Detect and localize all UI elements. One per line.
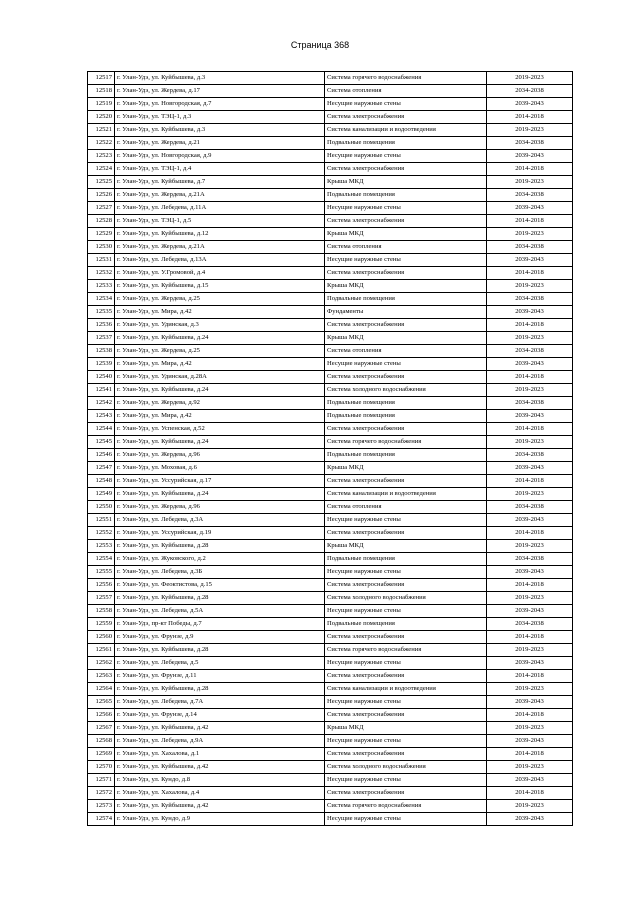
table-row bbox=[88, 462, 573, 475]
work-type-cell: Крыша МКД bbox=[325, 228, 487, 241]
period-cell: 2034-2038 bbox=[487, 501, 573, 514]
row-number-cell: 12542 bbox=[88, 397, 115, 410]
work-type-cell: Система отопления bbox=[325, 85, 487, 98]
period-cell: 2019-2023 bbox=[487, 722, 573, 735]
period-cell: 2019-2023 bbox=[487, 488, 573, 501]
period-cell: 2039-2043 bbox=[487, 735, 573, 748]
address-cell: г. Улан-Удэ, ул. Хахалова, д.1 bbox=[115, 748, 325, 761]
address-cell: г. Улан-Удэ, ул. Жердева, д.92 bbox=[115, 397, 325, 410]
address-cell: г. Улан-Удэ, ул. Лебедева, д.11А bbox=[115, 202, 325, 215]
address-cell: г. Улан-Удэ, пр-кт Победы, д.7 bbox=[115, 618, 325, 631]
period-cell: 2034-2038 bbox=[487, 293, 573, 306]
row-number-cell: 12555 bbox=[88, 566, 115, 579]
period-cell: 2014-2018 bbox=[487, 787, 573, 800]
table-row bbox=[88, 306, 573, 319]
work-type-cell: Система канализации и водоотведения bbox=[325, 683, 487, 696]
address-cell: г. Улан-Удэ, ул. Лебедева, д.5 bbox=[115, 657, 325, 670]
row-number-cell: 12553 bbox=[88, 540, 115, 553]
work-type-cell: Несущие наружные стены bbox=[325, 202, 487, 215]
table-row bbox=[88, 150, 573, 163]
row-number-cell: 12560 bbox=[88, 631, 115, 644]
work-type-cell: Система холодного водоснабжения bbox=[325, 384, 487, 397]
table-row bbox=[88, 397, 573, 410]
period-cell: 2019-2023 bbox=[487, 800, 573, 813]
table-row bbox=[88, 228, 573, 241]
work-type-cell: Фундаменты bbox=[325, 306, 487, 319]
row-number-cell: 12522 bbox=[88, 137, 115, 150]
table-row bbox=[88, 592, 573, 605]
address-cell: г. Улан-Удэ, ул. Куйбышева, д.42 bbox=[115, 800, 325, 813]
period-cell: 2034-2038 bbox=[487, 189, 573, 202]
row-number-cell: 12566 bbox=[88, 709, 115, 722]
work-type-cell: Подвальные помещения bbox=[325, 189, 487, 202]
address-cell: г. Улан-Удэ, ул. Куйбышева, д.7 bbox=[115, 176, 325, 189]
address-cell: г. Улан-Удэ, ул. Куйбышева, д.42 bbox=[115, 722, 325, 735]
work-type-cell: Подвальные помещения bbox=[325, 293, 487, 306]
table-row bbox=[88, 579, 573, 592]
address-cell: г. Улан-Удэ, ул. Жердева, д.25 bbox=[115, 293, 325, 306]
address-cell: г. Улан-Удэ, ул. Куйбышева, д.28 bbox=[115, 540, 325, 553]
address-cell: г. Улан-Удэ, ул. У.Громовой, д.4 bbox=[115, 267, 325, 280]
period-cell: 2014-2018 bbox=[487, 527, 573, 540]
table-row bbox=[88, 293, 573, 306]
row-number-cell: 12536 bbox=[88, 319, 115, 332]
work-type-cell: Система электроснабжения bbox=[325, 709, 487, 722]
period-cell: 2014-2018 bbox=[487, 215, 573, 228]
period-cell: 2019-2023 bbox=[487, 761, 573, 774]
row-number-cell: 12519 bbox=[88, 98, 115, 111]
table-row bbox=[88, 618, 573, 631]
period-cell: 2039-2043 bbox=[487, 514, 573, 527]
table-row bbox=[88, 345, 573, 358]
work-type-cell: Несущие наружные стены bbox=[325, 774, 487, 787]
period-cell: 2014-2018 bbox=[487, 111, 573, 124]
table-row bbox=[88, 280, 573, 293]
period-cell: 2039-2043 bbox=[487, 202, 573, 215]
address-cell: г. Улан-Удэ, ул. Хахалова, д.4 bbox=[115, 787, 325, 800]
work-type-cell: Несущие наружные стены bbox=[325, 98, 487, 111]
row-number-cell: 12518 bbox=[88, 85, 115, 98]
table-row bbox=[88, 475, 573, 488]
table-row bbox=[88, 540, 573, 553]
row-number-cell: 12563 bbox=[88, 670, 115, 683]
work-type-cell: Система электроснабжения bbox=[325, 527, 487, 540]
table-row bbox=[88, 371, 573, 384]
address-cell: г. Улан-Удэ, ул. Куйбышева, д.24 bbox=[115, 488, 325, 501]
work-type-cell: Система канализации и водоотведения bbox=[325, 488, 487, 501]
row-number-cell: 12564 bbox=[88, 683, 115, 696]
address-cell: г. Улан-Удэ, ул. Куйбышева, д.24 bbox=[115, 436, 325, 449]
work-type-cell: Система электроснабжения bbox=[325, 111, 487, 124]
work-type-cell: Система электроснабжения bbox=[325, 670, 487, 683]
address-cell: г. Улан-Удэ, ул. Жердева, д.96 bbox=[115, 501, 325, 514]
work-type-cell: Крыша МКД bbox=[325, 722, 487, 735]
table-row bbox=[88, 423, 573, 436]
row-number-cell: 12558 bbox=[88, 605, 115, 618]
work-type-cell: Система электроснабжения bbox=[325, 163, 487, 176]
address-cell: г. Улан-Удэ, ул. Моховая, д.6 bbox=[115, 462, 325, 475]
table-row bbox=[88, 137, 573, 150]
work-type-cell: Система электроснабжения bbox=[325, 631, 487, 644]
work-type-cell: Подвальные помещения bbox=[325, 553, 487, 566]
work-type-cell: Подвальные помещения bbox=[325, 618, 487, 631]
address-cell: г. Улан-Удэ, ул. Куйбышева, д.28 bbox=[115, 683, 325, 696]
table-row bbox=[88, 566, 573, 579]
row-number-cell: 12523 bbox=[88, 150, 115, 163]
period-cell: 2039-2043 bbox=[487, 566, 573, 579]
address-cell: г. Улан-Удэ, ул. Успенская, д.52 bbox=[115, 423, 325, 436]
address-cell: г. Улан-Удэ, ул. Жердева, д.21А bbox=[115, 241, 325, 254]
row-number-cell: 12541 bbox=[88, 384, 115, 397]
table-row bbox=[88, 514, 573, 527]
work-type-cell: Система холодного водоснабжения bbox=[325, 761, 487, 774]
work-type-cell: Система электроснабжения bbox=[325, 319, 487, 332]
period-cell: 2019-2023 bbox=[487, 124, 573, 137]
table-row bbox=[88, 358, 573, 371]
period-cell: 2019-2023 bbox=[487, 644, 573, 657]
address-cell: г. Улан-Удэ, ул. Лебедева, д.3Б bbox=[115, 566, 325, 579]
address-cell: г. Улан-Удэ, ул. Феоктистова, д.15 bbox=[115, 579, 325, 592]
address-cell: г. Улан-Удэ, ул. Жердева, д.96 bbox=[115, 449, 325, 462]
table-row bbox=[88, 163, 573, 176]
work-type-cell: Подвальные помещения bbox=[325, 410, 487, 423]
table-row bbox=[88, 124, 573, 137]
row-number-cell: 12544 bbox=[88, 423, 115, 436]
address-cell: г. Улан-Удэ, ул. Фрунзе, д.14 bbox=[115, 709, 325, 722]
work-type-cell: Несущие наружные стены bbox=[325, 514, 487, 527]
period-cell: 2019-2023 bbox=[487, 592, 573, 605]
page-title: Страница 368 bbox=[290, 40, 350, 50]
row-number-cell: 12571 bbox=[88, 774, 115, 787]
table-row bbox=[88, 449, 573, 462]
table-row bbox=[88, 72, 573, 85]
table-row bbox=[88, 787, 573, 800]
table-row bbox=[88, 605, 573, 618]
address-cell: г. Улан-Удэ, ул. Лебедева, д.13А bbox=[115, 254, 325, 267]
work-type-cell: Система горячего водоснабжения bbox=[325, 644, 487, 657]
period-cell: 2014-2018 bbox=[487, 267, 573, 280]
row-number-cell: 12554 bbox=[88, 553, 115, 566]
period-cell: 2014-2018 bbox=[487, 670, 573, 683]
row-number-cell: 12549 bbox=[88, 488, 115, 501]
period-cell: 2039-2043 bbox=[487, 306, 573, 319]
address-cell: г. Улан-Удэ, ул. Новгородская, д.9 bbox=[115, 150, 325, 163]
period-cell: 2034-2038 bbox=[487, 137, 573, 150]
address-cell: г. Улан-Удэ, ул. Жердева, д.21А bbox=[115, 189, 325, 202]
work-type-cell: Система электроснабжения bbox=[325, 423, 487, 436]
row-number-cell: 12562 bbox=[88, 657, 115, 670]
row-number-cell: 12521 bbox=[88, 124, 115, 137]
period-cell: 2019-2023 bbox=[487, 332, 573, 345]
period-cell: 2039-2043 bbox=[487, 358, 573, 371]
address-cell: г. Улан-Удэ, ул. Куйбышева, д.15 bbox=[115, 280, 325, 293]
period-cell: 2014-2018 bbox=[487, 163, 573, 176]
table-row bbox=[88, 267, 573, 280]
period-cell: 2039-2043 bbox=[487, 150, 573, 163]
work-type-cell: Крыша МКД bbox=[325, 462, 487, 475]
period-cell: 2039-2043 bbox=[487, 813, 573, 826]
table-row bbox=[88, 85, 573, 98]
work-type-cell: Система электроснабжения bbox=[325, 787, 487, 800]
row-number-cell: 12561 bbox=[88, 644, 115, 657]
row-number-cell: 12531 bbox=[88, 254, 115, 267]
work-type-cell: Несущие наружные стены bbox=[325, 657, 487, 670]
address-cell: г. Улан-Удэ, ул. Мира, д.42 bbox=[115, 306, 325, 319]
work-type-cell: Крыша МКД bbox=[325, 332, 487, 345]
period-cell: 2034-2038 bbox=[487, 345, 573, 358]
work-type-cell: Система горячего водоснабжения bbox=[325, 72, 487, 85]
period-cell: 2019-2023 bbox=[487, 176, 573, 189]
row-number-cell: 12534 bbox=[88, 293, 115, 306]
row-number-cell: 12520 bbox=[88, 111, 115, 124]
address-cell: г. Улан-Удэ, ул. Лебедева, д.7А bbox=[115, 696, 325, 709]
table-row bbox=[88, 800, 573, 813]
address-cell: г. Улан-Удэ, ул. Куйбышева, д.24 bbox=[115, 384, 325, 397]
period-cell: 2034-2038 bbox=[487, 618, 573, 631]
row-number-cell: 12525 bbox=[88, 176, 115, 189]
address-cell: г. Улан-Удэ, ул. Куйбышева, д.3 bbox=[115, 124, 325, 137]
period-cell: 2039-2043 bbox=[487, 774, 573, 787]
address-cell: г. Улан-Удэ, ул. ТЭЦ-1, д.5 bbox=[115, 215, 325, 228]
row-number-cell: 12567 bbox=[88, 722, 115, 735]
table-row bbox=[88, 709, 573, 722]
table-row bbox=[88, 631, 573, 644]
row-number-cell: 12547 bbox=[88, 462, 115, 475]
address-cell: г. Улан-Удэ, ул. Фрунзе, д.11 bbox=[115, 670, 325, 683]
period-cell: 2039-2043 bbox=[487, 657, 573, 670]
row-number-cell: 12517 bbox=[88, 72, 115, 85]
table-row bbox=[88, 501, 573, 514]
row-number-cell: 12551 bbox=[88, 514, 115, 527]
row-number-cell: 12528 bbox=[88, 215, 115, 228]
table-row bbox=[88, 813, 573, 826]
address-cell: г. Улан-Удэ, ул. Фрунзе, д.9 bbox=[115, 631, 325, 644]
work-type-cell: Система электроснабжения bbox=[325, 475, 487, 488]
period-cell: 2039-2043 bbox=[487, 696, 573, 709]
period-cell: 2034-2038 bbox=[487, 85, 573, 98]
table-row bbox=[88, 410, 573, 423]
work-type-cell: Крыша МКД bbox=[325, 176, 487, 189]
work-type-cell: Подвальные помещения bbox=[325, 397, 487, 410]
period-cell: 2014-2018 bbox=[487, 631, 573, 644]
work-type-cell: Несущие наружные стены bbox=[325, 696, 487, 709]
table-row bbox=[88, 241, 573, 254]
period-cell: 2034-2038 bbox=[487, 553, 573, 566]
period-cell: 2039-2043 bbox=[487, 98, 573, 111]
table-row bbox=[88, 176, 573, 189]
work-type-cell: Несущие наружные стены bbox=[325, 605, 487, 618]
address-cell: г. Улан-Удэ, ул. Жердева, д.25 bbox=[115, 345, 325, 358]
work-type-cell: Система канализации и водоотведения bbox=[325, 124, 487, 137]
table-row bbox=[88, 670, 573, 683]
address-cell: г. Улан-Удэ, ул. ТЭЦ-1, д.4 bbox=[115, 163, 325, 176]
row-number-cell: 12552 bbox=[88, 527, 115, 540]
period-cell: 2014-2018 bbox=[487, 319, 573, 332]
row-number-cell: 12550 bbox=[88, 501, 115, 514]
work-type-cell: Система электроснабжения bbox=[325, 267, 487, 280]
table-row bbox=[88, 202, 573, 215]
work-type-cell: Система горячего водоснабжения bbox=[325, 800, 487, 813]
work-type-cell: Несущие наружные стены bbox=[325, 254, 487, 267]
row-number-cell: 12572 bbox=[88, 787, 115, 800]
row-number-cell: 12527 bbox=[88, 202, 115, 215]
work-type-cell: Подвальные помещения bbox=[325, 449, 487, 462]
table-row bbox=[88, 553, 573, 566]
work-type-cell: Несущие наружные стены bbox=[325, 566, 487, 579]
address-cell: г. Улан-Удэ, ул. Кундо, д.9 bbox=[115, 813, 325, 826]
row-number-cell: 12535 bbox=[88, 306, 115, 319]
period-cell: 2034-2038 bbox=[487, 241, 573, 254]
period-cell: 2039-2043 bbox=[487, 605, 573, 618]
table-row bbox=[88, 527, 573, 540]
row-number-cell: 12537 bbox=[88, 332, 115, 345]
address-cell: г. Улан-Удэ, ул. Лебедева, д.5А bbox=[115, 605, 325, 618]
period-cell: 2039-2043 bbox=[487, 462, 573, 475]
table-row bbox=[88, 657, 573, 670]
row-number-cell: 12545 bbox=[88, 436, 115, 449]
address-cell: г. Улан-Удэ, ул. Кундо, д.8 bbox=[115, 774, 325, 787]
address-cell: г. Улан-Удэ, ул. Уссурийская, д.19 bbox=[115, 527, 325, 540]
row-number-cell: 12529 bbox=[88, 228, 115, 241]
work-type-cell: Несущие наружные стены bbox=[325, 735, 487, 748]
period-cell: 2019-2023 bbox=[487, 540, 573, 553]
address-cell: г. Улан-Удэ, ул. Лебедева, д.9А bbox=[115, 735, 325, 748]
table-row bbox=[88, 332, 573, 345]
work-type-cell: Крыша МКД bbox=[325, 280, 487, 293]
period-cell: 2014-2018 bbox=[487, 423, 573, 436]
address-cell: г. Улан-Удэ, ул. Уссурийская, д.17 bbox=[115, 475, 325, 488]
row-number-cell: 12570 bbox=[88, 761, 115, 774]
work-type-cell: Крыша МКД bbox=[325, 540, 487, 553]
table-row bbox=[88, 761, 573, 774]
address-cell: г. Улан-Удэ, ул. ТЭЦ-1, д.3 bbox=[115, 111, 325, 124]
work-type-cell: Система электроснабжения bbox=[325, 579, 487, 592]
row-number-cell: 12540 bbox=[88, 371, 115, 384]
row-number-cell: 12530 bbox=[88, 241, 115, 254]
work-type-cell: Система электроснабжения bbox=[325, 748, 487, 761]
work-type-cell: Система отопления bbox=[325, 501, 487, 514]
row-number-cell: 12559 bbox=[88, 618, 115, 631]
table-body bbox=[88, 72, 573, 826]
row-number-cell: 12568 bbox=[88, 735, 115, 748]
period-cell: 2019-2023 bbox=[487, 72, 573, 85]
period-cell: 2019-2023 bbox=[487, 436, 573, 449]
period-cell: 2034-2038 bbox=[487, 397, 573, 410]
table-row bbox=[88, 722, 573, 735]
table-row bbox=[88, 644, 573, 657]
address-cell: г. Улан-Удэ, ул. Мира, д.42 bbox=[115, 358, 325, 371]
address-cell: г. Улан-Удэ, ул. Куйбышева, д.42 bbox=[115, 761, 325, 774]
table-row bbox=[88, 111, 573, 124]
row-number-cell: 12569 bbox=[88, 748, 115, 761]
address-cell: г. Улан-Удэ, ул. Удинская, д.28А bbox=[115, 371, 325, 384]
row-number-cell: 12573 bbox=[88, 800, 115, 813]
period-cell: 2039-2043 bbox=[487, 410, 573, 423]
row-number-cell: 12539 bbox=[88, 358, 115, 371]
period-cell: 2014-2018 bbox=[487, 748, 573, 761]
work-type-cell: Система горячего водоснабжения bbox=[325, 436, 487, 449]
table-row bbox=[88, 254, 573, 267]
address-cell: г. Улан-Удэ, ул. Лебедева, д.3А bbox=[115, 514, 325, 527]
work-type-cell: Система электроснабжения bbox=[325, 371, 487, 384]
row-number-cell: 12538 bbox=[88, 345, 115, 358]
address-cell: г. Улан-Удэ, ул. Куйбышева, д.12 bbox=[115, 228, 325, 241]
table-row bbox=[88, 319, 573, 332]
period-cell: 2019-2023 bbox=[487, 683, 573, 696]
row-number-cell: 12556 bbox=[88, 579, 115, 592]
work-type-cell: Система электроснабжения bbox=[325, 215, 487, 228]
address-cell: г. Улан-Удэ, ул. Новгородская, д.7 bbox=[115, 98, 325, 111]
row-number-cell: 12548 bbox=[88, 475, 115, 488]
address-cell: г. Улан-Удэ, ул. Жуковского, д.2 bbox=[115, 553, 325, 566]
table-row bbox=[88, 735, 573, 748]
row-number-cell: 12543 bbox=[88, 410, 115, 423]
row-number-cell: 12557 bbox=[88, 592, 115, 605]
address-cell: г. Улан-Удэ, ул. Удинская, д.3 bbox=[115, 319, 325, 332]
table-row bbox=[88, 683, 573, 696]
address-cell: г. Улан-Удэ, ул. Куйбышева, д.28 bbox=[115, 644, 325, 657]
row-number-cell: 12546 bbox=[88, 449, 115, 462]
row-number-cell: 12533 bbox=[88, 280, 115, 293]
table-row bbox=[88, 384, 573, 397]
work-type-cell: Несущие наружные стены bbox=[325, 813, 487, 826]
row-number-cell: 12565 bbox=[88, 696, 115, 709]
row-number-cell: 12526 bbox=[88, 189, 115, 202]
period-cell: 2014-2018 bbox=[487, 709, 573, 722]
address-cell: г. Улан-Удэ, ул. Мира, д.42 bbox=[115, 410, 325, 423]
row-number-cell: 12532 bbox=[88, 267, 115, 280]
period-cell: 2014-2018 bbox=[487, 475, 573, 488]
period-cell: 2039-2043 bbox=[487, 254, 573, 267]
work-type-cell: Несущие наружные стены bbox=[325, 358, 487, 371]
table-row bbox=[88, 488, 573, 501]
work-type-cell: Несущие наружные стены bbox=[325, 150, 487, 163]
period-cell: 2014-2018 bbox=[487, 371, 573, 384]
row-number-cell: 12524 bbox=[88, 163, 115, 176]
period-cell: 2034-2038 bbox=[487, 449, 573, 462]
table-row bbox=[88, 696, 573, 709]
work-type-cell: Система отопления bbox=[325, 345, 487, 358]
work-type-cell: Система отопления bbox=[325, 241, 487, 254]
address-cell: г. Улан-Удэ, ул. Куйбышева, д.3 bbox=[115, 72, 325, 85]
table-row bbox=[88, 215, 573, 228]
table-row bbox=[88, 774, 573, 787]
table-row bbox=[88, 436, 573, 449]
table-row bbox=[88, 748, 573, 761]
address-cell: г. Улан-Удэ, ул. Куйбышева, д.24 bbox=[115, 332, 325, 345]
period-cell: 2019-2023 bbox=[487, 228, 573, 241]
table-row bbox=[88, 189, 573, 202]
period-cell: 2014-2018 bbox=[487, 579, 573, 592]
register-table bbox=[87, 71, 573, 826]
address-cell: г. Улан-Удэ, ул. Жердева, д.21 bbox=[115, 137, 325, 150]
period-cell: 2019-2023 bbox=[487, 384, 573, 397]
period-cell: 2019-2023 bbox=[487, 280, 573, 293]
address-cell: г. Улан-Удэ, ул. Жердева, д.17 bbox=[115, 85, 325, 98]
work-type-cell: Система холодного водоснабжения bbox=[325, 592, 487, 605]
address-cell: г. Улан-Удэ, ул. Куйбышева, д.28 bbox=[115, 592, 325, 605]
row-number-cell: 12574 bbox=[88, 813, 115, 826]
table-row bbox=[88, 98, 573, 111]
work-type-cell: Подвальные помещения bbox=[325, 137, 487, 150]
